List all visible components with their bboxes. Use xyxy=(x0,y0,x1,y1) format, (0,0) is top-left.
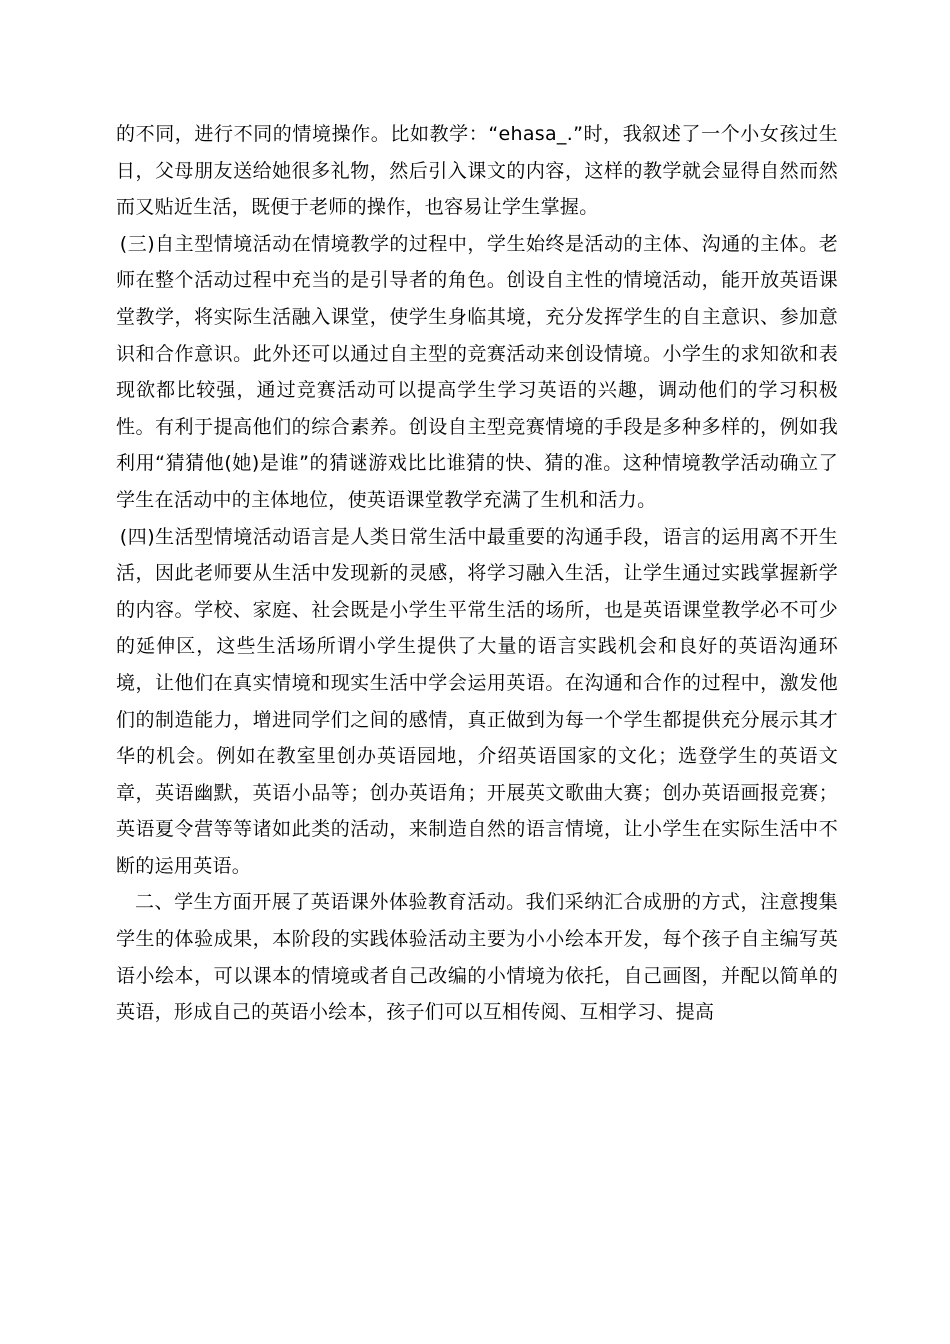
paragraph-life-activity: (四)生活型情境活动语言是人类日常生活中最重要的沟通手段，语言的运用离不开生活，因此老师要从生活中发现新的灵感，将学习融入生活，让学生通过实践掌握新学的内容。学校、家庭、社会既是小学生平常生活的场所，也是英语课堂教学必不可少的延伸区，这些生活场所谓小学生提供了大量的语言实践机会和良好的英语沟通环境，让他们在真实情境和现实生活中学会运用英语。在沟通和合作的过程中，激发他们的制造能力，增进同学们之间的感情，真正做到为每一个学生都提供充分展示其才华的机会。例如在教室里创办英语园地，介绍英语国家的文化；选登学生的英语文章，英语幽默，英语小品等；创办英语角；开展英文歌曲大赛；创办英语画报竞赛；英语夏令营等等诸如此类的活动，来制造自然的语言情境，让小学生在实际生活中不断的运用英语。 xyxy=(116,525,838,877)
paragraph-continuation: 的不同，进行不同的情境操作。比如教学：“ehasa_.”时，我叙述了一个小女孩过生日，父母朋友送给她很多礼物，然后引入课文的内容，这样的教学就会显得自然而然而又贴近生活，既便于老师的操作，也容易让学生掌握。 xyxy=(116,123,838,219)
document-body xyxy=(116,116,838,1031)
paragraph-student-experience: 二、学生方面开展了英语课外体验教育活动。我们采纳汇合成册的方式，注意搜集学生的体验成果，本阶段的实践体验活动主要为小小绘本开发，每个孩子自主编写英语小绘本，可以课本的情境或者自己改编的小情境为依托，自己画图，并配以简单的英语，形成自己的英语小绘本，孩子们可以互相传阅、互相学习、提高 xyxy=(116,891,838,1024)
paragraph-autonomous-activity: (三)自主型情境活动在情境教学的过程中，学生始终是活动的主体、沟通的主体。老师在整个活动过程中充当的是引导者的角色。创设自主性的情境活动，能开放英语课堂教学，将实际生活融入课堂，使学生身临其境，充分发挥学生的自主意识、参加意识和合作意识。此外还可以通过自主型的竞赛活动来创设情境。小学生的求知欲和表现欲都比较强，通过竞赛活动可以提高学生学习英语的兴趣，调动他们的学习积极性。有利于提高他们的综合素养。创设自主型竞赛情境的手段是多种多样的，例如我利用“猜猜他(她)是谁”的猜谜游戏比比谁猜的快、猜的准。这种情境教学活动确立了学生在活动中的主体地位，使英语课堂教学充满了生机和活力。 xyxy=(116,232,838,511)
